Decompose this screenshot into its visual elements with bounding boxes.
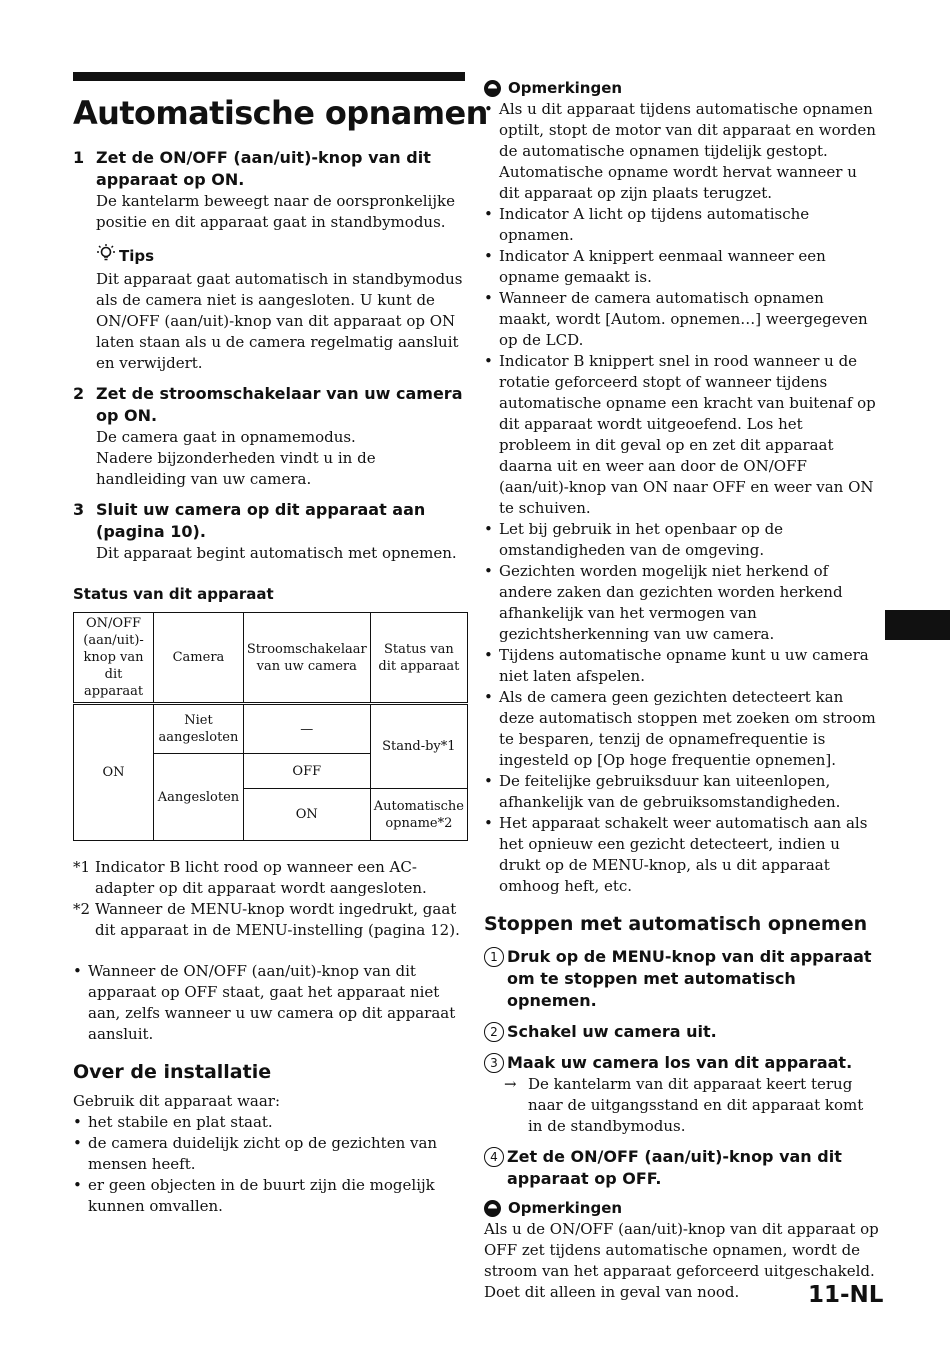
list-item: • Indicator B knippert snel in rood wanneer u de rotatie geforceerd stopt of wanneer tijdens automatische opname een kracht van buitenaf op dit apparaat wordt uitgeoefend. Los het probleem in dit geval op en zet dit apparaat daarna uit en weer aan door de ON/OFF (aan/uit)-knop van ON naar OFF en weer van ON te schuiven. <box>484 351 879 519</box>
step-heading: Zet de stroomschakelaar van uw camera op ON. <box>96 384 463 425</box>
stoppen-heading: Stoppen met automatisch opnemen <box>484 913 868 935</box>
table-header-cell: ON/OFF (aan/uit)-knop van dit apparaat <box>74 613 154 704</box>
table-header-cell: Status van dit apparaat <box>370 613 467 704</box>
installatie-list <box>73 1112 467 1217</box>
table-cell: — <box>243 704 370 754</box>
list-item: • er geen objecten in de buurt zijn die mogelijk kunnen omvallen. <box>73 1175 467 1217</box>
arrow-note <box>504 1074 879 1137</box>
lightbulb-icon <box>96 243 116 269</box>
footnote-text: Indicator B licht rood op wanneer een AC-adapter op dit apparaat wordt aangesloten. <box>95 858 427 897</box>
stop-step-3 <box>484 1052 879 1074</box>
step-text: De camera gaat in opnamemodus. <box>96 428 356 446</box>
left-column <box>73 72 488 1217</box>
step-number-circle: 4 <box>484 1147 504 1167</box>
list-item: • Let bij gebruik in het openbaar op de omstandigheden van de omgeving. <box>484 519 879 561</box>
table-header-cell: Stroomschakelaar van uw camera <box>243 613 370 704</box>
list-item: • de camera duidelijk zicht op de gezichten van mensen heeft. <box>73 1133 467 1175</box>
opmerkingen-list <box>484 99 879 897</box>
table-cell: Aangesloten <box>154 754 244 841</box>
table-cell: OFF <box>243 754 370 789</box>
section-tab-marker <box>885 610 950 640</box>
step-text: Nadere bijzonderheden vindt u in de handleiding van uw camera. <box>96 449 376 488</box>
status-table <box>73 612 468 841</box>
table-cell: ON <box>243 789 370 841</box>
caution-icon <box>484 80 501 97</box>
stop-step-1 <box>484 946 879 1012</box>
arrow-right-icon: → <box>504 1075 517 1093</box>
step-text: De kantelarm beweegt naar de oorspronkelijke positie en dit apparaat gaat in standbymodus. <box>96 192 455 231</box>
right-column <box>484 78 879 1303</box>
list-item: • Als u dit apparaat tijdens automatische opnamen optilt, stopt de motor van dit apparaat en worden de automatische opnamen tijdelijk gestopt. Automatische opname wordt hervat wanneer u dit apparaat op zijn plaats terugzet. <box>484 99 879 204</box>
footnote-text: Wanneer de MENU-knop wordt ingedrukt, gaat dit apparaat in de MENU-instelling (pagina 12). <box>95 900 460 939</box>
step-number: 2 <box>73 384 85 403</box>
step-heading: Sluit uw camera op dit apparaat aan (pagina 10). <box>96 500 426 541</box>
list-item: • Indicator A licht op tijdens automatische opnamen. <box>484 204 879 246</box>
step-number: 1 <box>73 148 85 167</box>
page-number: 11-NL <box>808 1282 884 1308</box>
footnote <box>73 899 467 941</box>
opmerkingen-label: Opmerkingen <box>508 79 623 97</box>
opmerkingen-heading-2 <box>484 1198 879 1219</box>
step-heading: Zet de ON/OFF (aan/uit)-knop van dit apparaat op ON. <box>96 148 431 189</box>
status-heading: Status van dit apparaat <box>73 585 274 603</box>
list-item: • Wanneer de camera automatisch opnamen maakt, wordt [Autom. opnemen…] weergegeven op de LCD. <box>484 288 879 351</box>
step-2 <box>73 383 467 490</box>
tips-label: Tips <box>119 246 155 265</box>
table-cell: ON <box>74 704 154 841</box>
table-cell: Niet aangesloten <box>154 704 244 754</box>
stop-step-4 <box>484 1146 879 1190</box>
list-item: • Wanneer de ON/OFF (aan/uit)-knop van dit apparaat op OFF staat, gaat het apparaat niet aan, zelfs wanneer u uw camera op dit apparaat aansluit. <box>73 961 467 1045</box>
footnote-mark: *2 <box>73 900 91 918</box>
installatie-intro: Gebruik dit apparaat waar: <box>73 1092 281 1110</box>
list-item: • De feitelijke gebruiksduur kan uiteenlopen, afhankelijk van de gebruiksomstandigheden. <box>484 771 879 813</box>
step-number-circle: 3 <box>484 1053 504 1073</box>
caution-icon <box>484 1200 501 1217</box>
step-3 <box>73 499 467 564</box>
step-heading: Zet de ON/OFF (aan/uit)-knop van dit apparaat op OFF. <box>507 1147 842 1188</box>
stop-step-2 <box>484 1021 879 1043</box>
step-heading: Druk op de MENU-knop van dit apparaat om te stoppen met automatisch opnemen. <box>507 947 872 1010</box>
note-list <box>73 961 467 1045</box>
opmerkingen-text: Als u de ON/OFF (aan/uit)-knop van dit apparaat op OFF zet tijdens automatische opnamen, wordt de stroom van het apparaat geforceerd uitgeschakeld. Doet dit alleen in geval van nood. <box>484 1220 879 1301</box>
list-item: • het stabile en plat staat. <box>73 1112 467 1133</box>
page-title: Automatische opnamen <box>73 94 488 132</box>
step-number: 3 <box>73 500 85 519</box>
footnote-mark: *1 <box>73 858 91 876</box>
step-1 <box>73 147 467 233</box>
title-rule <box>73 72 465 81</box>
installatie-heading: Over de installatie <box>73 1061 272 1083</box>
opmerkingen-label: Opmerkingen <box>508 1199 623 1217</box>
step-heading: Maak uw camera los van dit apparaat. <box>507 1053 853 1072</box>
list-item: • Als de camera geen gezichten detecteert kan deze automatisch stoppen met zoeken om stroom te besparen, tenzij de opnamefrequentie is ingesteld op [Op hoge frequentie opnemen]. <box>484 687 879 771</box>
step-text: Dit apparaat begint automatisch met opnemen. <box>96 544 457 562</box>
list-item: • Tijdens automatische opname kunt u uw camera niet laten afspelen. <box>484 645 879 687</box>
step-heading: Schakel uw camera uit. <box>507 1022 717 1041</box>
footnote <box>73 857 467 899</box>
arrow-note-text: De kantelarm van dit apparaat keert terug naar de uitgangsstand en dit apparaat komt in de standbymodus. <box>528 1075 864 1135</box>
step-number-circle: 1 <box>484 947 504 967</box>
tips-text: Dit apparaat gaat automatisch in standbymodus als de camera niet is aangesloten. U kunt de ON/OFF (aan/uit)-knop van dit apparaat op ON laten staan als u de camera regelmatig aansluit en verwijdert. <box>96 270 463 372</box>
list-item: • Gezichten worden mogelijk niet herkend of andere zaken dan gezichten worden herkend afhankelijk van het vermogen van gezichtsherkenning van uw camera. <box>484 561 879 645</box>
list-item: • Indicator A knippert eenmaal wanneer een opname gemaakt is. <box>484 246 879 288</box>
footnotes <box>73 857 467 941</box>
table-header-cell: Camera <box>154 613 244 704</box>
opmerkingen-heading <box>484 78 879 99</box>
table-cell: Stand-by*1 <box>370 704 467 789</box>
table-cell: Automatische opname*2 <box>370 789 467 841</box>
step-number-circle: 2 <box>484 1022 504 1042</box>
list-item: • Het apparaat schakelt weer automatisch aan als het opnieuw een gezicht detecteert, indien u drukt op de MENU-knop, als u dit apparaat omhoog heft, etc. <box>484 813 879 897</box>
tips-box <box>96 243 467 374</box>
